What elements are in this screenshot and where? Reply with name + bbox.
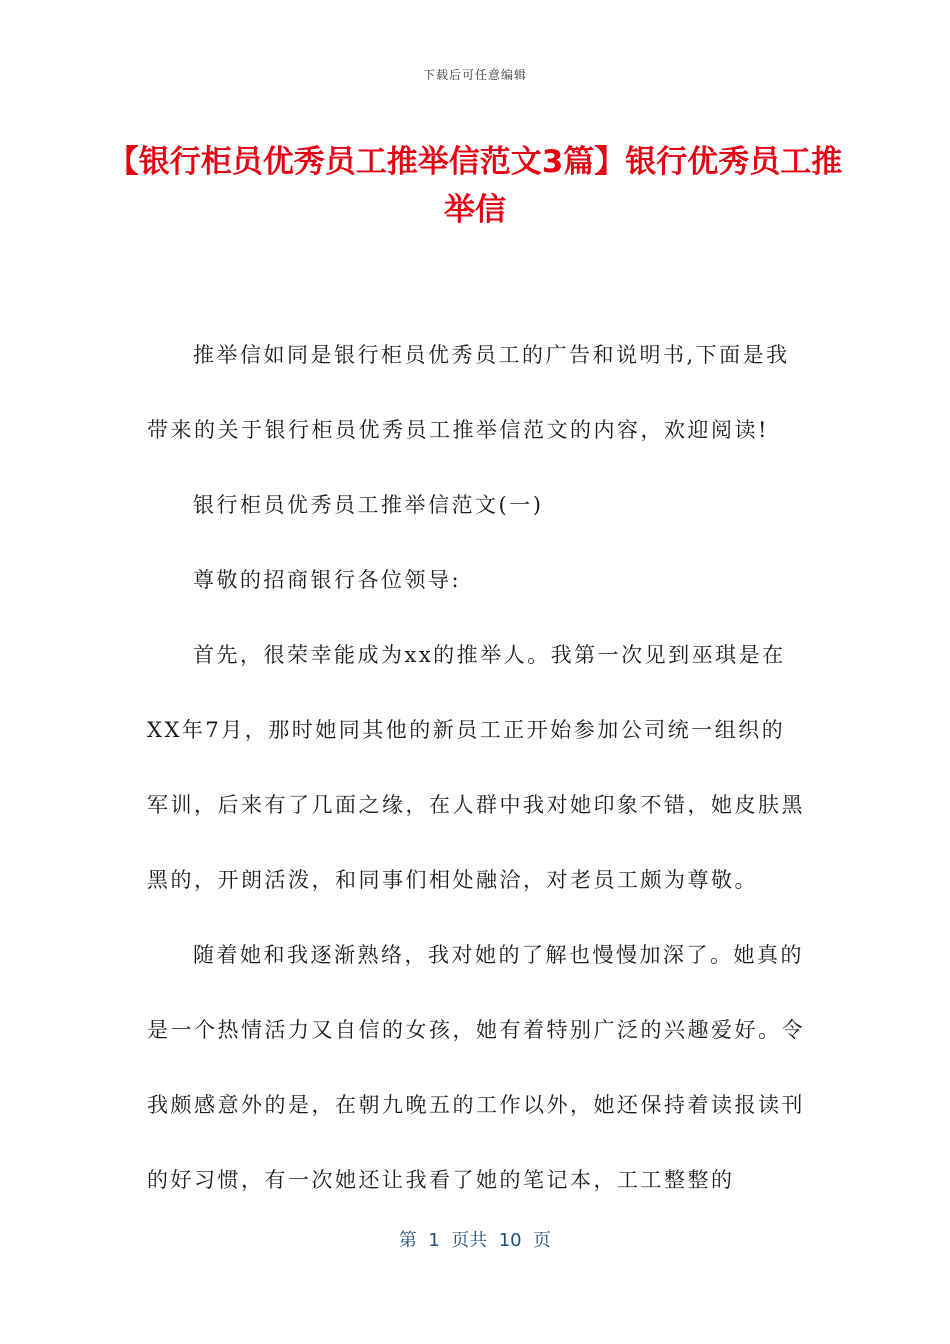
paragraph-first-meeting: 首先，很荣幸能成为xx的推举人。我第一次见到巫琪是在XX年7月，那时她同其他的新员工正开始参加公司统一组织的军训，后来有了几面之缘，在人群中我对她印象不错，她皮肤黑黑的，开朗活泼，和同事们相处融洽，对老员工颇为尊敬。 [147, 643, 805, 892]
paragraph-sample-heading: 银行柜员优秀员工推举信范文(一) [193, 493, 544, 517]
document-body [147, 318, 807, 1218]
page-number-footer: 第 1 页共 10 页 [398, 1230, 552, 1251]
paragraph-salutation: 尊敬的招商银行各位领导: [193, 568, 462, 592]
document-title: 【银行柜员优秀员工推举信范文3篇】银行优秀员工推举信 [107, 144, 843, 228]
paragraph-acquaintance: 随着她和我逐渐熟络，我对她的了解也慢慢加深了。她真的是一个热情活力又自信的女孩，她有着特别广泛的兴趣爱好。令我颇感意外的是，在朝九晚五的工作以外，她还保持着读报读刊的好习惯，有一次她还让我看了她的笔记本，工工整整的 [147, 943, 805, 1192]
paragraph-intro: 推举信如同是银行柜员优秀员工的广告和说明书,下面是我带来的关于银行柜员优秀员工推举信范文的内容，欢迎阅读! [147, 343, 790, 442]
header-note: 下载后可任意编辑 [422, 68, 527, 82]
